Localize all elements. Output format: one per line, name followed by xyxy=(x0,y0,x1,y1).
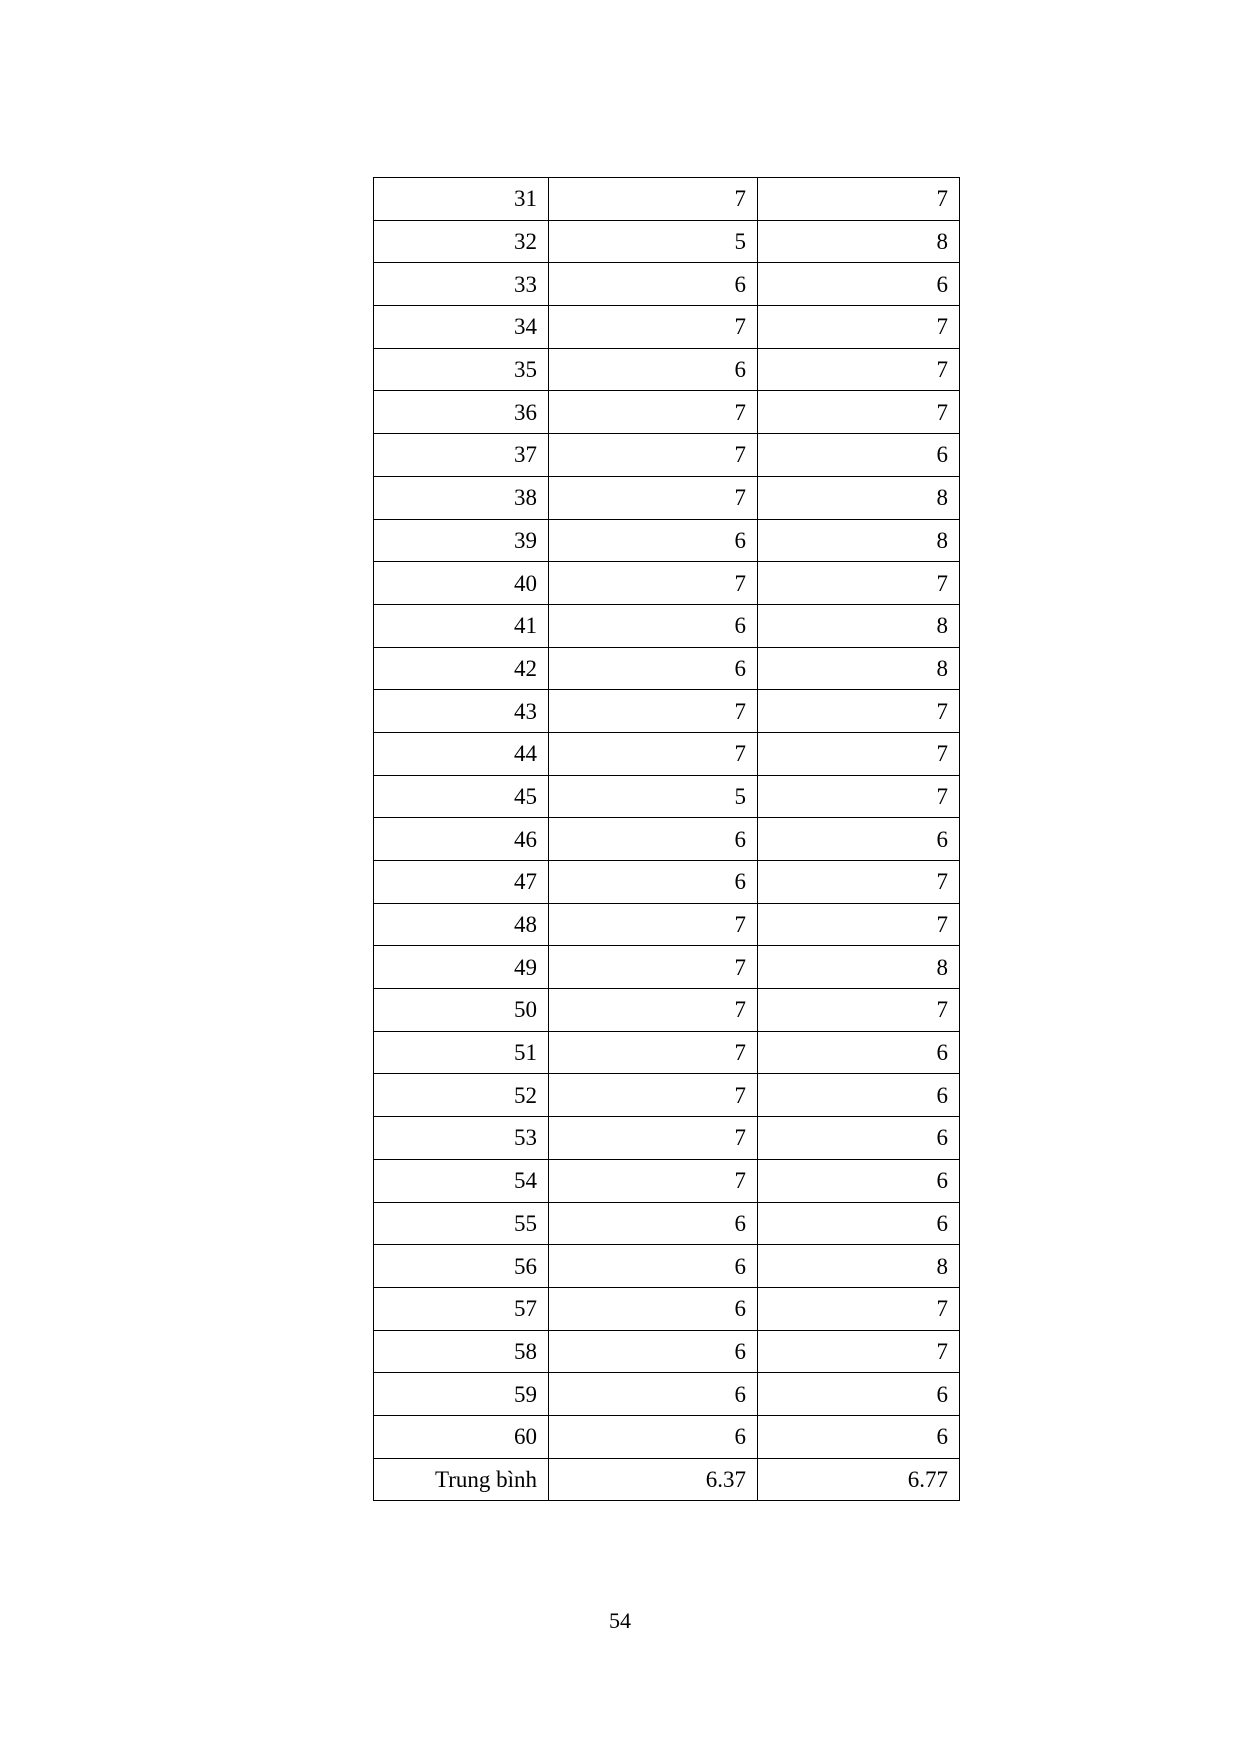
score-cell-col3: 6 xyxy=(758,1415,960,1458)
table-row xyxy=(374,519,960,562)
row-label-cell: 39 xyxy=(374,519,549,562)
row-label-cell: 57 xyxy=(374,1287,549,1330)
score-cell-col2: 6.37 xyxy=(549,1458,758,1501)
row-label-cell: 56 xyxy=(374,1245,549,1288)
row-label-cell: 40 xyxy=(374,562,549,605)
table-row xyxy=(374,263,960,306)
table-row xyxy=(374,1330,960,1373)
score-cell-col2: 7 xyxy=(549,903,758,946)
score-cell-col3: 6.77 xyxy=(758,1458,960,1501)
score-cell-col2: 6 xyxy=(549,1245,758,1288)
page-number: 54 xyxy=(609,1608,631,1633)
row-label-cell: 53 xyxy=(374,1117,549,1160)
row-label-cell: 31 xyxy=(374,178,549,221)
row-label-cell: 44 xyxy=(374,732,549,775)
score-cell-col2: 7 xyxy=(549,989,758,1032)
table-row xyxy=(374,1287,960,1330)
score-cell-col3: 8 xyxy=(758,1245,960,1288)
score-cell-col3: 7 xyxy=(758,732,960,775)
score-cell-col3: 7 xyxy=(758,775,960,818)
score-cell-col2: 7 xyxy=(549,690,758,733)
score-cell-col3: 6 xyxy=(758,818,960,861)
table-row xyxy=(374,647,960,690)
table-row xyxy=(374,562,960,605)
score-cell-col2: 7 xyxy=(549,306,758,349)
score-cell-col2: 7 xyxy=(549,1074,758,1117)
score-cell-col2: 6 xyxy=(549,647,758,690)
row-label-cell: 51 xyxy=(374,1031,549,1074)
table-row xyxy=(374,1202,960,1245)
row-label-cell: 48 xyxy=(374,903,549,946)
score-cell-col3: 7 xyxy=(758,562,960,605)
score-cell-col3: 7 xyxy=(758,989,960,1032)
row-label-cell: 38 xyxy=(374,476,549,519)
table-row xyxy=(374,861,960,904)
score-cell-col2: 6 xyxy=(549,1330,758,1373)
score-cell-col2: 7 xyxy=(549,946,758,989)
table-row xyxy=(374,434,960,477)
row-label-cell: 45 xyxy=(374,775,549,818)
row-label-cell: Trung bình xyxy=(374,1458,549,1501)
row-label-cell: 46 xyxy=(374,818,549,861)
table-row xyxy=(374,306,960,349)
score-cell-col3: 7 xyxy=(758,903,960,946)
row-label-cell: 42 xyxy=(374,647,549,690)
table-row xyxy=(374,1159,960,1202)
table-row xyxy=(374,775,960,818)
row-label-cell: 58 xyxy=(374,1330,549,1373)
score-cell-col3: 7 xyxy=(758,1287,960,1330)
score-cell-col3: 7 xyxy=(758,178,960,221)
row-label-cell: 54 xyxy=(374,1159,549,1202)
score-cell-col2: 6 xyxy=(549,1373,758,1416)
row-label-cell: 37 xyxy=(374,434,549,477)
row-label-cell: 47 xyxy=(374,861,549,904)
score-cell-col3: 7 xyxy=(758,306,960,349)
score-cell-col3: 6 xyxy=(758,263,960,306)
table-row xyxy=(374,732,960,775)
score-cell-col2: 6 xyxy=(549,861,758,904)
score-cell-col2: 7 xyxy=(549,434,758,477)
table-row xyxy=(374,1117,960,1160)
score-cell-col3: 7 xyxy=(758,1330,960,1373)
score-cell-col2: 6 xyxy=(549,1287,758,1330)
score-cell-col2: 5 xyxy=(549,220,758,263)
row-label-cell: 35 xyxy=(374,348,549,391)
score-cell-col2: 7 xyxy=(549,732,758,775)
score-cell-col3: 6 xyxy=(758,1159,960,1202)
row-label-cell: 43 xyxy=(374,690,549,733)
score-cell-col3: 8 xyxy=(758,604,960,647)
row-label-cell: 33 xyxy=(374,263,549,306)
score-cell-col3: 6 xyxy=(758,1202,960,1245)
table-row xyxy=(374,818,960,861)
score-cell-col3: 7 xyxy=(758,391,960,434)
table-row xyxy=(374,989,960,1032)
table-row xyxy=(374,903,960,946)
score-cell-col3: 8 xyxy=(758,647,960,690)
score-cell-col2: 6 xyxy=(549,519,758,562)
score-cell-col2: 7 xyxy=(549,178,758,221)
table-row xyxy=(374,1245,960,1288)
score-cell-col2: 6 xyxy=(549,1202,758,1245)
score-cell-col2: 6 xyxy=(549,1415,758,1458)
score-cell-col3: 8 xyxy=(758,519,960,562)
score-cell-col3: 7 xyxy=(758,690,960,733)
row-label-cell: 41 xyxy=(374,604,549,647)
score-cell-col2: 7 xyxy=(549,391,758,434)
score-table-body xyxy=(374,178,960,1501)
score-cell-col3: 6 xyxy=(758,1117,960,1160)
row-label-cell: 50 xyxy=(374,989,549,1032)
score-cell-col3: 8 xyxy=(758,946,960,989)
table-row xyxy=(374,604,960,647)
score-cell-col3: 6 xyxy=(758,1074,960,1117)
score-cell-col2: 7 xyxy=(549,1117,758,1160)
row-label-cell: 49 xyxy=(374,946,549,989)
score-table xyxy=(373,177,960,1501)
score-cell-col3: 7 xyxy=(758,861,960,904)
score-cell-col2: 6 xyxy=(549,818,758,861)
row-label-cell: 32 xyxy=(374,220,549,263)
score-cell-col3: 6 xyxy=(758,1031,960,1074)
table-row xyxy=(374,220,960,263)
score-cell-col3: 8 xyxy=(758,476,960,519)
score-cell-col3: 6 xyxy=(758,434,960,477)
score-cell-col2: 7 xyxy=(549,1159,758,1202)
table-row xyxy=(374,1031,960,1074)
table-row xyxy=(374,1415,960,1458)
score-cell-col2: 7 xyxy=(549,562,758,605)
row-label-cell: 59 xyxy=(374,1373,549,1416)
table-row xyxy=(374,178,960,221)
score-cell-col2: 6 xyxy=(549,263,758,306)
score-cell-col3: 6 xyxy=(758,1373,960,1416)
row-label-cell: 52 xyxy=(374,1074,549,1117)
score-cell-col2: 6 xyxy=(549,604,758,647)
score-cell-col3: 8 xyxy=(758,220,960,263)
row-label-cell: 55 xyxy=(374,1202,549,1245)
table-row xyxy=(374,1373,960,1416)
score-cell-col2: 7 xyxy=(549,1031,758,1074)
score-cell-col3: 7 xyxy=(758,348,960,391)
row-label-cell: 34 xyxy=(374,306,549,349)
table-row xyxy=(374,348,960,391)
table-row xyxy=(374,391,960,434)
table-row xyxy=(374,1074,960,1117)
score-cell-col2: 5 xyxy=(549,775,758,818)
table-row xyxy=(374,690,960,733)
score-cell-col2: 6 xyxy=(549,348,758,391)
table-row xyxy=(374,476,960,519)
score-cell-col2: 7 xyxy=(549,476,758,519)
average-row xyxy=(374,1458,960,1501)
table-row xyxy=(374,946,960,989)
row-label-cell: 60 xyxy=(374,1415,549,1458)
row-label-cell: 36 xyxy=(374,391,549,434)
